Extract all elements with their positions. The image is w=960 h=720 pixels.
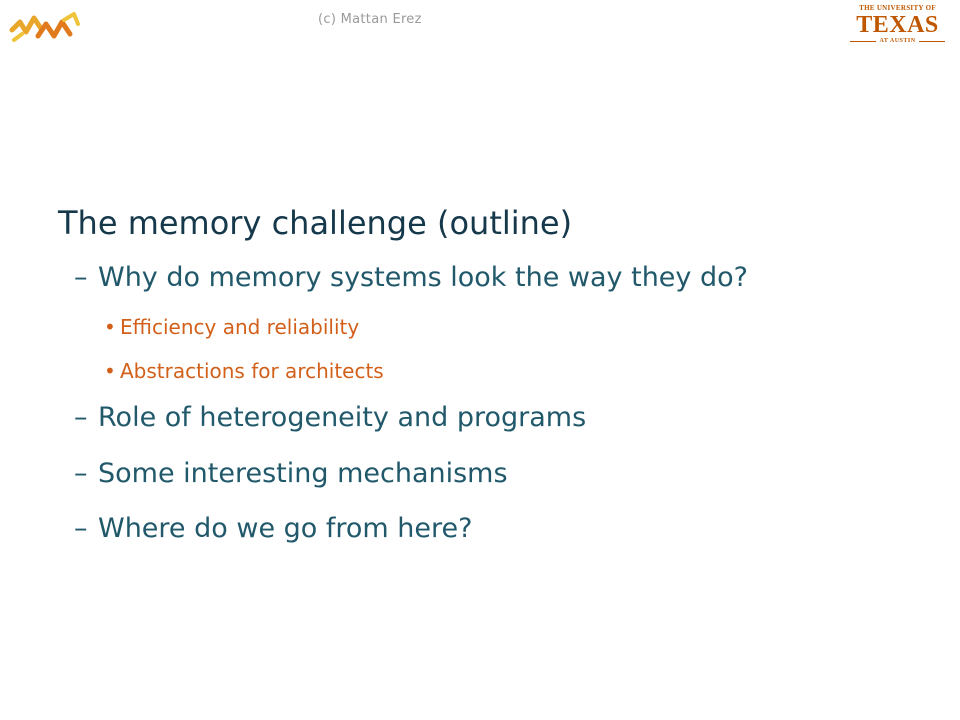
bullet-level3 bbox=[104, 359, 384, 383]
bullet-text: Where do we go from here? bbox=[98, 513, 473, 544]
bullet-level2 bbox=[74, 402, 586, 433]
bullet-level2 bbox=[74, 513, 472, 544]
dash-marker: – bbox=[74, 402, 88, 433]
ut-logo-rule-right bbox=[919, 41, 945, 42]
bullet-text: Some interesting mechanisms bbox=[98, 458, 508, 489]
ut-logo-sub-row bbox=[850, 37, 945, 45]
bullet-text: Role of heterogeneity and programs bbox=[98, 402, 587, 433]
bullet-level2 bbox=[74, 458, 508, 489]
ut-logo-top-text: THE UNIVERSITY OF bbox=[859, 4, 936, 12]
bullet-level2 bbox=[74, 262, 748, 293]
ut-logo-main-text: TEXAS bbox=[856, 12, 939, 38]
dash-marker: – bbox=[74, 262, 88, 293]
bullet-dot-marker: • bbox=[104, 359, 116, 383]
bullet-level3 bbox=[104, 315, 359, 339]
bullet-dot-marker: • bbox=[104, 315, 116, 339]
copyright-text: (c) Mattan Erez bbox=[318, 12, 422, 27]
ut-logo-rule-left bbox=[850, 41, 876, 42]
bullet-text: Abstractions for architects bbox=[120, 359, 384, 383]
dash-marker: – bbox=[74, 458, 88, 489]
ut-austin-logo bbox=[850, 4, 945, 48]
lph-wave-logo-icon bbox=[8, 6, 86, 48]
ut-logo-sub-text: AT AUSTIN bbox=[879, 38, 916, 44]
dash-marker: – bbox=[74, 513, 88, 544]
bullet-text: Why do memory systems look the way they do? bbox=[98, 262, 748, 293]
bullet-text: Efficiency and reliability bbox=[120, 315, 360, 339]
slide-title: The memory challenge (outline) bbox=[58, 204, 573, 242]
